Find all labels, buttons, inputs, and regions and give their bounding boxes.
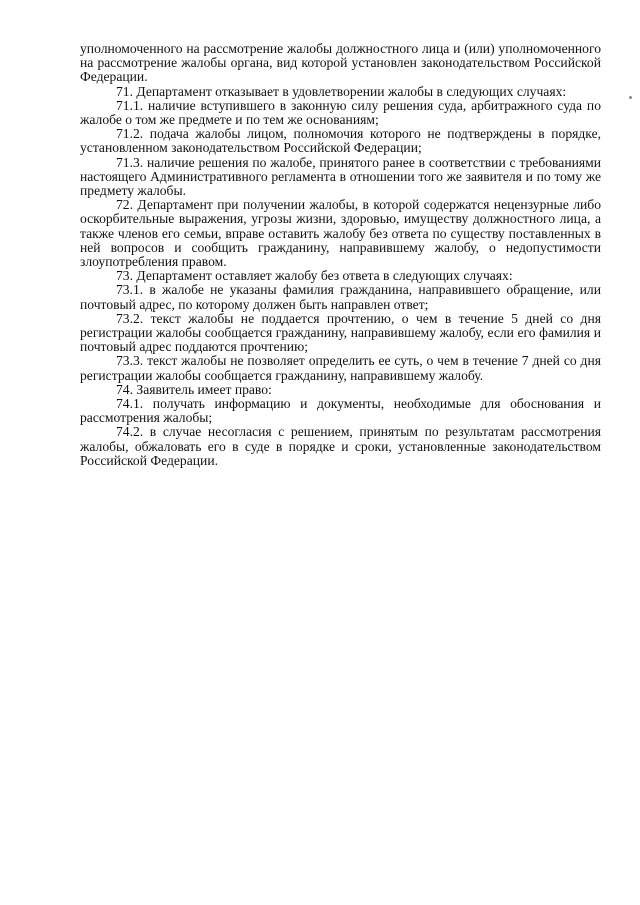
paragraph-71-2: 71.2. подача жалобы лицом, полномочия которого не подтверждены в порядке, установленном законодательством Российской Федерации; (80, 126, 601, 156)
paragraph-72: 72. Департамент при получении жалобы, в которой содержатся нецензурные либо оскорбительные выражения, угрозы жизни, здоровью, имуществу должностного лица, а также членов его семьи, вправе оставить жалобу без ответа по существу поставленных в ней вопросов и сообщить гражданину, направившему жалобу, о недопустимости злоупотребления правом. (80, 197, 601, 270)
paragraph-71: 71. Департамент отказывает в удовлетворении жалобы в следующих случаях: (116, 83, 567, 99)
paragraph-71-3: 71.3. наличие решения по жалобе, принятого ранее в соответствии с требованиями настоящего Административного регламента в отношении того же заявителя и по тому же предмету жалобы. (80, 154, 601, 199)
document-page (80, 42, 601, 468)
paragraph-74-1: 74.1. получать информацию и документы, необходимые для обоснования и рассмотрения жалобы; (80, 396, 601, 426)
paragraph-73-2: 73.2. текст жалобы не поддается прочтению, о чем в течение 5 дней со дня регистрации жалобы сообщается гражданину, направившему жалобу, если его фамилия и почтовый адрес поддаются прочтению; (80, 310, 601, 355)
scan-margin-dot (629, 96, 632, 99)
paragraph-73-1: 73.1. в жалобе не указаны фамилия гражданина, направившего обращение, или почтовый адрес, по которому должен быть направлен ответ; (80, 282, 601, 312)
paragraph-74: 74. Заявитель имеет право: (116, 381, 272, 397)
paragraph-74-2: 74.2. в случае несогласия с решением, принятым по результатам рассмотрения жалобы, обжаловать его в суде в порядке и сроки, установленные законодательством Российской Федерации. (80, 424, 601, 468)
paragraph-71-1: 71.1. наличие вступившего в законную силу решения суда, арбитражного суда по жалобе о том же предмете и по тем же основаниям; (80, 97, 601, 128)
paragraph-continuation: уполномоченного на рассмотрение жалобы должностного лица и (или) уполномоченного на рассмотрение жалобы органа, вид которой установлен законодательством Российской Федерации. (80, 41, 601, 85)
paragraph-73: 73. Департамент оставляет жалобу без ответа в следующих случаях: (116, 268, 513, 284)
paragraph-73-3: 73.3. текст жалобы не позволяет определить ее суть, о чем в течение 7 дней со дня регистрации жалобы сообщается гражданину, направившему жалобу. (80, 353, 601, 383)
